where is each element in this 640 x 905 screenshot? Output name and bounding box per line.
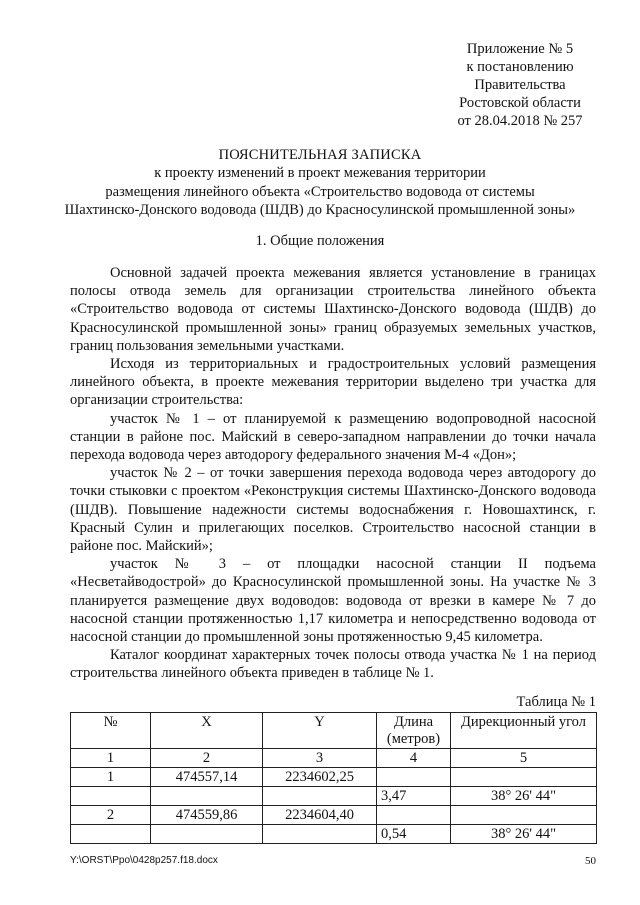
table-number-row xyxy=(71,749,597,768)
paragraph: участок № 3 – от площадки насосной станции II подъема «Несветайводострой» до Красносулинской промышленной зоны. На участке № 3 планируется размещение двух водоводов: водовода от врезки в камере № 7 до насосной станции протяженностью 1,17 километра и непосредственно водовода от насосной станции до промышленной зоны протяженностью 9,45 километра. xyxy=(70,556,596,646)
annex-line: Приложение № 5 xyxy=(466,41,574,57)
number-cell: 4 xyxy=(377,749,451,768)
annex-block xyxy=(420,40,620,130)
subtitle-line: к проекту изменений в проект межевания территории xyxy=(154,165,486,181)
coordinates-table xyxy=(70,712,597,844)
paragraph: участок № 1 – от планируемой к размещению водопроводной насосной станции в районе пос. Майский в северо-западном направлении до точки начала перехода водовода через автодорогу федерального значения М-4 «Дон»; xyxy=(70,410,596,464)
table-cell: 38° 26' 44" xyxy=(451,825,597,844)
header-cell: № xyxy=(71,713,151,749)
number-cell: 2 xyxy=(151,749,263,768)
number-cell: 3 xyxy=(263,749,377,768)
subtitle-line: размещения линейного объекта «Строительство водовода от системы xyxy=(105,183,535,200)
number-cell: 5 xyxy=(451,749,597,768)
header-cell: Y xyxy=(263,713,377,749)
paragraph: Основной задачей проекта межевания является установление в границах полосы отвода земель для организации строительства линейного объекта «Строительство водовода от системы Шахтинско-Донского водовода (ШДВ) до Красносулинской промышленной зоны» границ образуемых земельных участков, границ пользования земельными участками. xyxy=(70,265,596,354)
paragraph: Исходя из территориальных и градостроительных условий размещения линейного объекта, в проекте межевания территории выделено три участка для организации строительства: xyxy=(70,356,596,409)
body-text xyxy=(70,264,596,683)
section-heading: 1. Общие положения xyxy=(255,233,385,249)
annex-line: Правительства xyxy=(474,77,566,93)
subtitle-line: Шахтинско-Донского водовода (ШДВ) до Красносулинской промышленной зоны» xyxy=(64,202,576,218)
table-caption: Таблица № 1 xyxy=(516,694,596,710)
header-cell: Дирекционный угол xyxy=(451,713,597,749)
number-cell: 1 xyxy=(71,749,151,768)
header-cell: X xyxy=(151,713,263,749)
table-row xyxy=(71,825,597,844)
table-cell xyxy=(451,806,597,825)
table-cell xyxy=(151,825,263,844)
table-cell xyxy=(377,768,451,787)
table-cell: 3,47 xyxy=(377,787,451,806)
table-cell: 1 xyxy=(71,768,151,787)
table-cell: 474557,14 xyxy=(151,768,263,787)
table-row xyxy=(71,768,597,787)
footer-file-path: Y:\ORST\Ppo\0428p257.f18.docx xyxy=(70,855,218,866)
table-cell xyxy=(377,806,451,825)
paragraph: Каталог координат характерных точек полосы отвода участка № 1 на период строительства линейного объекта приведен в таблице № 1. xyxy=(70,647,596,682)
document-title: ПОЯСНИТЕЛЬНАЯ ЗАПИСКА xyxy=(218,147,422,163)
table-cell: 474559,86 xyxy=(151,806,263,825)
table-row xyxy=(71,787,597,806)
header-cell: Длина (метров) xyxy=(377,713,451,749)
annex-line: к постановлению xyxy=(466,59,574,75)
annex-line: от 28.04.2018 № 257 xyxy=(457,113,583,129)
document-subtitle xyxy=(40,164,600,220)
table-cell: 2234604,40 xyxy=(263,806,377,825)
annex-line: Ростовской области xyxy=(459,95,581,111)
table-cell xyxy=(451,768,597,787)
table-cell xyxy=(263,825,377,844)
page-number: 50 xyxy=(585,855,596,867)
table-cell xyxy=(151,787,263,806)
table-header-row xyxy=(71,713,597,749)
table-cell xyxy=(71,825,151,844)
table-row xyxy=(71,806,597,825)
table-cell xyxy=(71,787,151,806)
table-cell: 2 xyxy=(71,806,151,825)
table-cell xyxy=(263,787,377,806)
paragraph: участок № 2 – от точки завершения перехода водовода через автодорогу до точки стыковки с проектом «Реконструкция системы Шахтинско-Донского водовода (ШДВ). Повышение надежности системы водоснабжения г. Новошахтинск, г. Красный Сулин и прилегающих поселков. Строительство насосной станции в районе пос. Майский»; xyxy=(70,465,596,555)
table-cell: 2234602,25 xyxy=(263,768,377,787)
table-cell: 38° 26' 44" xyxy=(451,787,597,806)
table-cell: 0,54 xyxy=(377,825,451,844)
